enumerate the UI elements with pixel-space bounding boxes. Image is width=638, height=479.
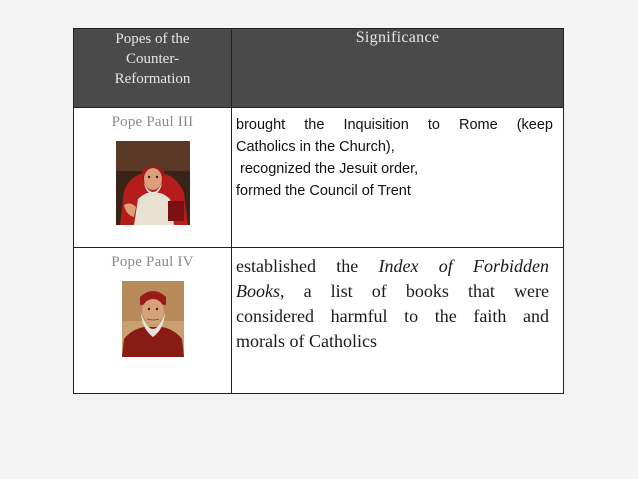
- significance-line: brought the Inquisition to Rome (keep: [236, 117, 553, 133]
- pope-cell: [74, 108, 232, 248]
- significance-cell: [232, 108, 564, 248]
- significance-line: recognized the Jesuit order,: [236, 161, 419, 177]
- significance-line: [236, 254, 549, 279]
- pope-cell: [74, 248, 232, 394]
- significance-line: Catholics in the Church),: [236, 139, 395, 155]
- pope-name: Pope Paul III: [111, 114, 194, 130]
- pope-portrait-icon: [116, 141, 190, 225]
- significance-line: considered harmful to the faith and: [236, 306, 549, 326]
- table-row: [74, 108, 564, 248]
- significance-line: formed the Council of Trent: [236, 183, 411, 199]
- significance-text: , a list of books that were: [280, 281, 549, 301]
- header-popes-line: Reformation: [114, 71, 191, 87]
- pope-portrait-icon: [122, 281, 184, 357]
- popes-table: [73, 28, 564, 394]
- header-popes-line: Popes of the: [115, 31, 190, 47]
- significance-cell: [232, 248, 564, 394]
- significance-line: [236, 279, 549, 304]
- header-significance: Significance: [232, 29, 564, 108]
- book-title-italic: Books: [236, 281, 280, 301]
- header-popes: [74, 29, 232, 108]
- table-header-row: [74, 29, 564, 108]
- significance-text: established the: [236, 256, 379, 276]
- book-title-italic: Index of Forbidden: [378, 256, 549, 276]
- pope-name: Pope Paul IV: [111, 254, 194, 270]
- header-popes-line: Counter-: [125, 51, 180, 67]
- table-row: [74, 248, 564, 394]
- significance-line: morals of Catholics: [236, 331, 377, 351]
